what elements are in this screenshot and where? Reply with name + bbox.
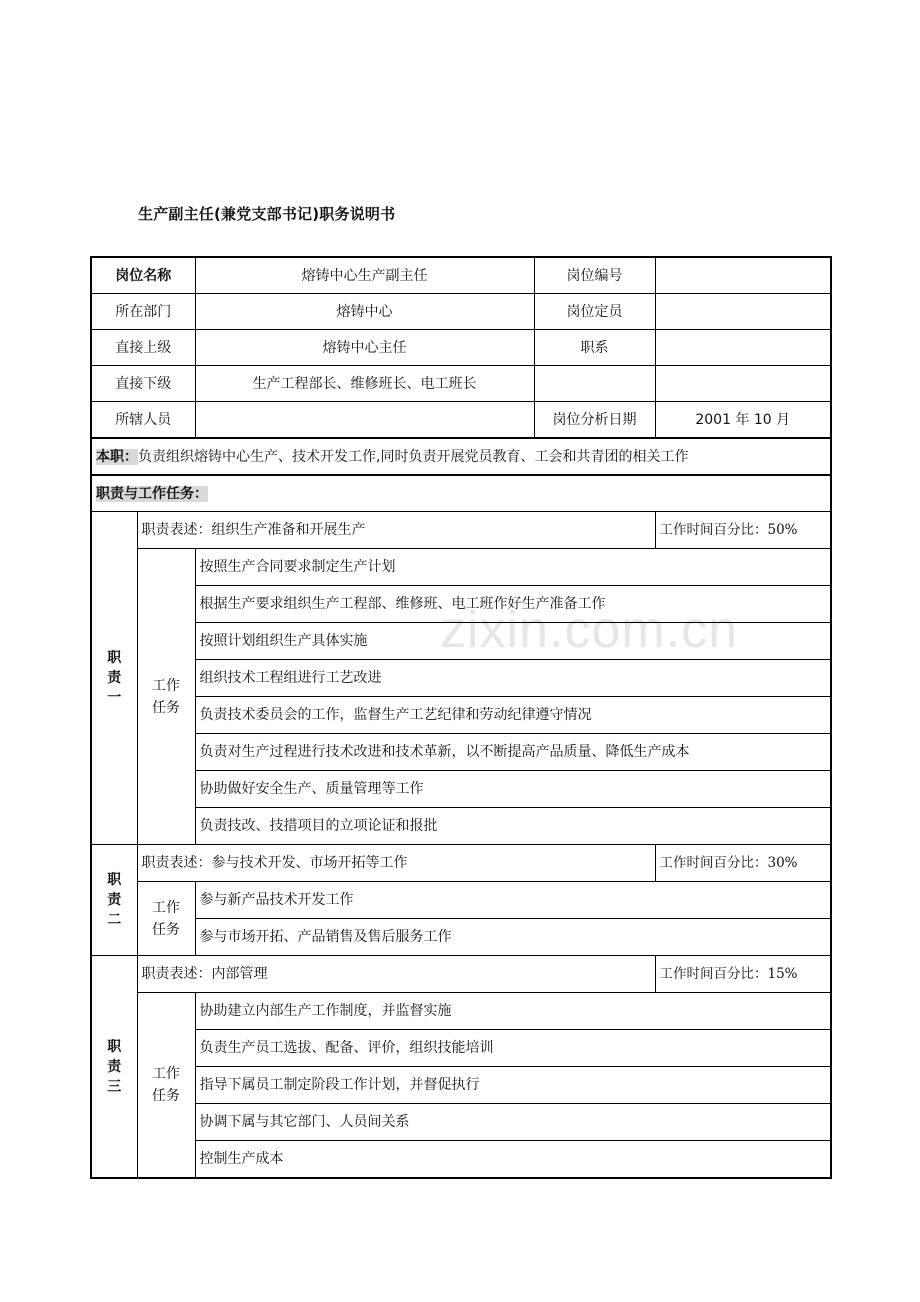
task-row — [91, 771, 831, 808]
task-item: 协助做好安全生产、质量管理等工作 — [195, 771, 831, 808]
job-family-value — [655, 330, 831, 366]
empty-value-cell — [655, 366, 831, 402]
work-time-percentage: 工作时间百分比：15% — [655, 956, 831, 993]
task-label — [137, 549, 195, 845]
analysis-date-label: 岗位分析日期 — [534, 402, 655, 439]
task-row — [91, 882, 831, 919]
duty-name-char: 二 — [107, 912, 122, 928]
task-row — [91, 586, 831, 623]
duty-statement: 职责表述：组织生产准备和开展生产 — [137, 512, 655, 549]
staff-under-value — [195, 402, 534, 439]
duty-statement: 职责表述：内部管理 — [137, 956, 655, 993]
duty-summary-text: 负责组织熔铸中心生产、技术开发工作,同时负责开展党员教育、工会和共青团的相关工作 — [138, 448, 689, 465]
task-label — [137, 993, 195, 1179]
duty-name-char: 责 — [107, 1058, 122, 1075]
duty-summary-label: 本职： — [96, 448, 138, 465]
task-row — [91, 697, 831, 734]
direct-subordinates-label: 直接下级 — [91, 366, 195, 402]
task-label-line: 工作 — [152, 677, 180, 694]
duty-summary-row — [91, 438, 831, 475]
direct-superior-label: 直接上级 — [91, 330, 195, 366]
task-item: 负责生产员工选拔、配备、评价，组织技能培训 — [195, 1030, 831, 1067]
task-label-line: 任务 — [152, 921, 180, 938]
task-row — [91, 623, 831, 660]
duty-name — [91, 956, 137, 1179]
task-item: 指导下属员工制定阶段工作计划，并督促执行 — [195, 1067, 831, 1104]
info-row-staff — [91, 402, 831, 439]
duty-statement-row — [91, 512, 831, 549]
work-time-percentage: 工作时间百分比：30% — [655, 845, 831, 882]
task-item: 负责技改、技措项目的立项论证和报批 — [195, 808, 831, 845]
task-row — [91, 808, 831, 845]
empty-label-cell — [534, 366, 655, 402]
task-item: 根据生产要求组织生产工程部、维修班、电工班作好生产准备工作 — [195, 586, 831, 623]
staff-under-label: 所辖人员 — [91, 402, 195, 439]
duties-header-cell — [91, 475, 831, 512]
task-row — [91, 549, 831, 586]
task-item: 参与新产品技术开发工作 — [195, 882, 831, 919]
task-row — [91, 1141, 831, 1179]
duty-name — [91, 845, 137, 956]
info-row-name — [91, 257, 831, 294]
position-name-label: 岗位名称 — [91, 257, 195, 294]
headcount-value — [655, 294, 831, 330]
task-item: 按照生产合同要求制定生产计划 — [195, 549, 831, 586]
task-row — [91, 993, 831, 1030]
task-item: 组织技术工程组进行工艺改进 — [195, 660, 831, 697]
position-number-value — [655, 257, 831, 294]
task-row — [91, 1104, 831, 1141]
duty-statement-row — [91, 845, 831, 882]
duty-statement: 职责表述：参与技术开发、市场开拓等工作 — [137, 845, 655, 882]
direct-subordinates-value: 生产工程部长、维修班长、电工班长 — [195, 366, 534, 402]
duty-name-char: 一 — [107, 690, 122, 706]
task-label — [137, 882, 195, 956]
info-row-department — [91, 294, 831, 330]
task-label-line: 任务 — [152, 1088, 180, 1104]
duty-statement-row — [91, 956, 831, 993]
document-title: 生产副主任(兼党支部书记)职务说明书 — [138, 205, 396, 223]
info-row-subordinates — [91, 366, 831, 402]
task-item: 负责技术委员会的工作，监督生产工艺纪律和劳动纪律遵守情况 — [195, 697, 831, 734]
watermark: zixin.com.cn — [440, 601, 739, 659]
duty-summary-cell — [91, 438, 831, 475]
task-label-line: 工作 — [152, 899, 180, 916]
department-value: 熔铸中心 — [195, 294, 534, 330]
duties-body — [91, 512, 831, 1179]
task-label-line: 任务 — [152, 699, 180, 716]
task-item: 控制生产成本 — [195, 1141, 831, 1179]
duty-name-char: 责 — [107, 670, 122, 686]
task-item: 按照计划组织生产具体实施 — [195, 623, 831, 660]
analysis-date-value: 2001 年 10 月 — [655, 402, 831, 439]
position-info-table — [90, 256, 832, 439]
task-row — [91, 1067, 831, 1104]
task-item: 协调下属与其它部门、人员间关系 — [195, 1104, 831, 1141]
duty-name-char: 职 — [107, 872, 122, 888]
duty-name-char: 责 — [107, 892, 122, 908]
department-label: 所在部门 — [91, 294, 195, 330]
position-name-value: 熔铸中心生产副主任 — [195, 257, 534, 294]
duty-name-char: 三 — [107, 1078, 122, 1095]
task-row — [91, 1030, 831, 1067]
duties-header-row — [91, 475, 831, 512]
work-time-percentage: 工作时间百分比：50% — [655, 512, 831, 549]
info-row-superior — [91, 330, 831, 366]
duty-name-char: 职 — [107, 1038, 122, 1055]
duty-name-char: 职 — [107, 650, 122, 666]
job-family-label: 职系 — [534, 330, 655, 366]
task-row — [91, 734, 831, 771]
headcount-label: 岗位定员 — [534, 294, 655, 330]
task-row — [91, 660, 831, 697]
duty-name — [91, 512, 137, 845]
position-number-label: 岗位编号 — [534, 257, 655, 294]
task-label-line: 工作 — [152, 1066, 180, 1082]
duties-table — [90, 437, 832, 1179]
duties-header: 职责与工作任务： — [96, 485, 208, 502]
direct-superior-value: 熔铸中心主任 — [195, 330, 534, 366]
task-item: 协助建立内部生产工作制度，并监督实施 — [195, 993, 831, 1030]
task-item: 负责对生产过程进行技术改进和技术革新，以不断提高产品质量、降低生产成本 — [195, 734, 831, 771]
task-item: 参与市场开拓、产品销售及售后服务工作 — [195, 919, 831, 956]
task-row — [91, 919, 831, 956]
